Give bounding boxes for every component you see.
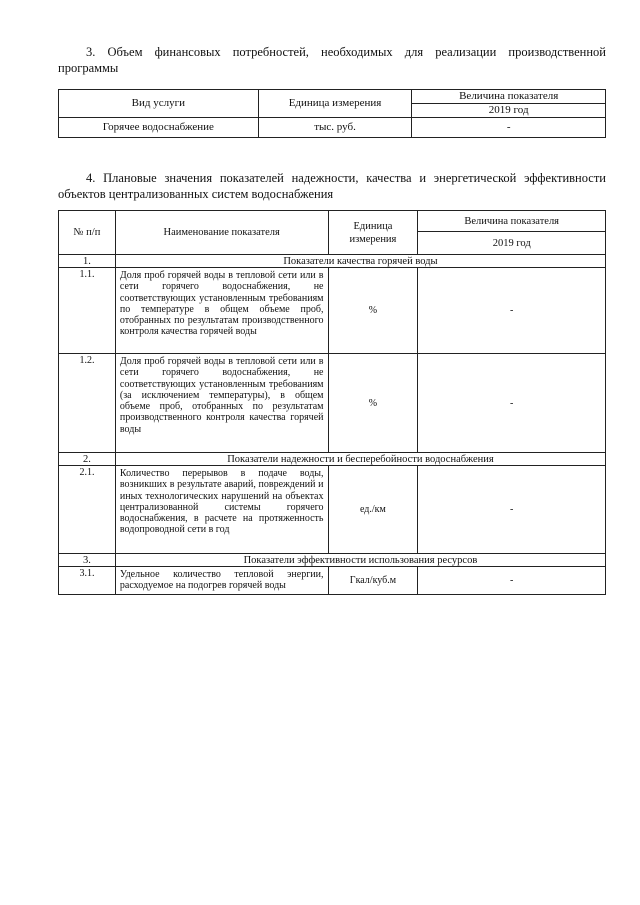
row-unit: Гкал/куб.м [328, 567, 418, 595]
header-unit: Единица измерения [328, 211, 418, 255]
cell-value: - [412, 118, 606, 138]
section-num: 1. [59, 255, 116, 268]
header-service: Вид услуги [59, 90, 259, 118]
table-row [59, 466, 606, 554]
row-value: - [418, 268, 606, 354]
row-unit: % [328, 268, 418, 354]
section-4-heading-text: 4. Плановые значения показателей надежности, качества и энергетической эффективности объектов централизованных систем водоснабжения [58, 171, 606, 201]
row-num: 2.1. [59, 466, 116, 554]
section-num: 2. [59, 453, 116, 466]
row-num: 1.2. [59, 354, 116, 453]
table-row [59, 268, 606, 354]
section-row [59, 255, 606, 268]
row-unit: ед./км [328, 466, 418, 554]
section-title: Показатели эффективности использования ресурсов [115, 554, 605, 567]
header-value: Величина показателя [418, 211, 606, 232]
header-num: № п/п [59, 211, 116, 255]
row-num: 1.1. [59, 268, 116, 354]
row-name: Удельное количество тепловой энергии, расходуемое на подогрев горячей воды [115, 567, 328, 595]
header-year: 2019 год [412, 104, 606, 118]
header-unit: Единица измерения [258, 90, 412, 118]
cell-unit: тыс. руб. [258, 118, 412, 138]
section-3-heading [58, 44, 606, 76]
section-title: Показатели качества горячей воды [115, 255, 605, 268]
section-row [59, 554, 606, 567]
row-name: Доля проб горячей воды в тепловой сети или в сети горячего водоснабжения, не соответствующих установленным требованиям (за исключением температуры), в общем объеме проб, отобранных по результатам производственного контроля качества горячей воды [115, 354, 328, 453]
row-value: - [418, 466, 606, 554]
row-num: 3.1. [59, 567, 116, 595]
section-num: 3. [59, 554, 116, 567]
row-name: Количество перерывов в подаче воды, возникших в результате аварий, повреждений и иных технологических нарушений на объектах централизованной системы горячего водоснабжения, в расчете на протяженность водопроводной сети в год [115, 466, 328, 554]
row-value: - [418, 354, 606, 453]
header-name: Наименование показателя [115, 211, 328, 255]
table-row [59, 118, 606, 138]
row-unit: % [328, 354, 418, 453]
cell-service: Горячее водоснабжение [59, 118, 259, 138]
row-name: Доля проб горячей воды в тепловой сети или в сети горячего водоснабжения, не соответствующих установленным требованиям по температуре в общем объеме проб, отобранных по результатам производственного контроля качества горячей воды [115, 268, 328, 354]
header-year: 2019 год [418, 232, 606, 255]
table-row [59, 567, 606, 595]
indicators-table [58, 210, 606, 595]
section-title: Показатели надежности и бесперебойности водоснабжения [115, 453, 605, 466]
header-value: Величина показателя [412, 90, 606, 104]
section-4-heading [58, 170, 606, 202]
financial-needs-table [58, 89, 606, 138]
section-3-heading-text: 3. Объем финансовых потребностей, необходимых для реализации производственной программы [58, 45, 606, 75]
row-value: - [418, 567, 606, 595]
table-row [59, 354, 606, 453]
section-row [59, 453, 606, 466]
